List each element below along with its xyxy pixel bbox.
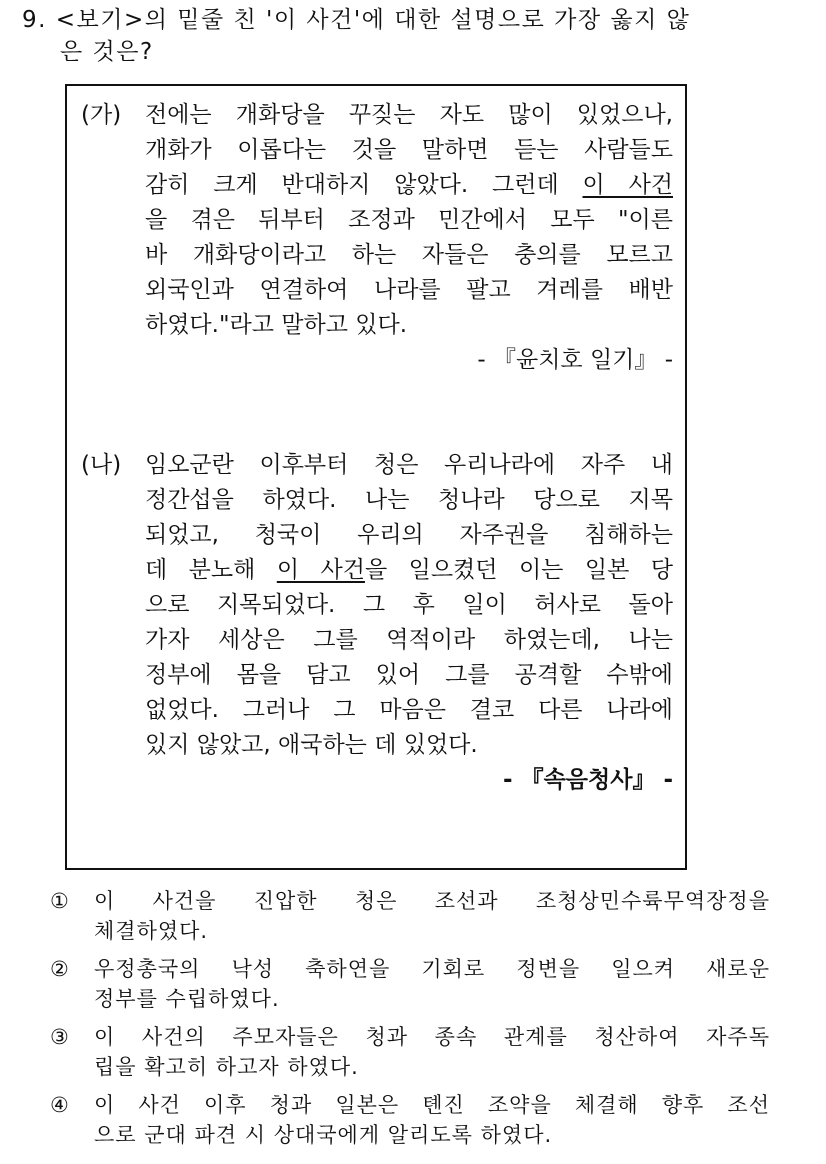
question-text-line-2: 은 것은? [60,39,154,65]
passage-na-line-9: 있지 않았고, 애국하는 데 있었다. [145,732,478,758]
passage-na-line-2: 정간섭을 하였다. 나는 청나라 당으로 지목 [145,487,673,513]
passage-na-line-6: 가자 세상은 그를 역적이라 하였는데, 나는 [145,627,673,653]
passage-na-line-7: 정부에 몸을 담고 있어 그를 공격할 수밖에 [145,662,673,688]
passage-na-line-4 [145,553,673,588]
choice-1-line-2: 체결하였다. [94,919,209,943]
question-stem [22,4,782,68]
passage-ga [81,98,673,378]
passage-ga-line-6: 외국인과 연결하여 나라를 팔고 겨레를 배반 [145,277,673,303]
choice-3-line-2: 립을 확고히 하고자 하였다. [94,1055,359,1079]
passage-na [81,448,673,798]
choice-1-number: ① [50,889,70,913]
choice-1-line-1: 이 사건을 진압한 청은 조선과 조청상민수륙무역장정을 [94,889,770,913]
choice-2-line-2: 정부를 수립하였다. [94,987,280,1011]
passage-na-line-1: 임오군란 이후부터 청은 우리나라에 자주 내 [145,452,673,478]
passage-ga-line-5: 바 개화당이라고 하는 자들은 충의를 모르고 [145,242,673,268]
underlined-event-ga: 이 사건 [582,172,673,198]
choice-2-number: ② [50,957,70,981]
passage-na-line-8: 없었다. 그러나 그 마음은 결코 다른 나라에 [145,697,673,723]
choice-4-line-2: 으로 군대 파견 시 상대국에게 알리도록 하였다. [94,1123,553,1147]
passage-ga-source: - 『윤치호 일기』 - [477,347,673,373]
choice-3-line-1: 이 사건의 주모자들은 청과 종속 관계를 청산하여 자주독 [94,1025,770,1049]
passage-ga-line-7: 하였다."라고 말하고 있다. [145,312,408,338]
choice-2[interactable] [50,954,770,1014]
underlined-event-na: 이 사건 [276,557,365,583]
choice-4-number: ④ [50,1093,70,1117]
passage-ga-line-2: 개화가 이롭다는 것을 말하면 듣는 사람들도 [145,137,673,163]
passage-na-line-4-post: 을 일으켰던 이는 일본 당 [364,557,673,583]
choice-3[interactable] [50,1022,770,1082]
passage-na-line-3: 되었고, 청국이 우리의 자주권을 침해하는 [145,522,673,548]
choice-3-number: ③ [50,1025,70,1049]
question-line [22,4,782,36]
answer-choices [50,886,770,1158]
passage-na-line-5: 으로 지목되었다. 그 후 일이 허사로 돌아 [145,592,673,618]
passage-ga-line-4: 을 겪은 뒤부터 조정과 민간에서 모두 "이른 [145,207,673,233]
passage-ga-line-3 [145,168,673,203]
choice-2-line-1: 우정총국의 낙성 축하연을 기회로 정변을 일으켜 새로운 [94,957,770,981]
choice-4-line-1: 이 사건 이후 청과 일본은 톈진 조약을 체결해 향후 조선 [94,1093,770,1117]
passage-ga-line-3-text: 감히 크게 반대하지 않았다. 그런데 [145,172,583,198]
choice-1[interactable] [50,886,770,946]
passage-na-tag: (나) [81,452,122,478]
passage-ga-tag: (가) [81,102,122,128]
question-text-line-1: <보기>의 밑줄 친 '이 사건'에 대한 설명으로 가장 옳지 않 [55,7,691,33]
passage-ga-line-1: 전에는 개화당을 꾸짖는 자도 많이 있었으나, [145,102,673,128]
choice-4[interactable] [50,1090,770,1150]
passage-na-source: - 『속음청사』 - [503,767,673,793]
question-number: 9. [22,7,47,33]
passage-na-line-4-pre: 데 분노해 [145,557,277,583]
bogi-box [65,84,687,870]
